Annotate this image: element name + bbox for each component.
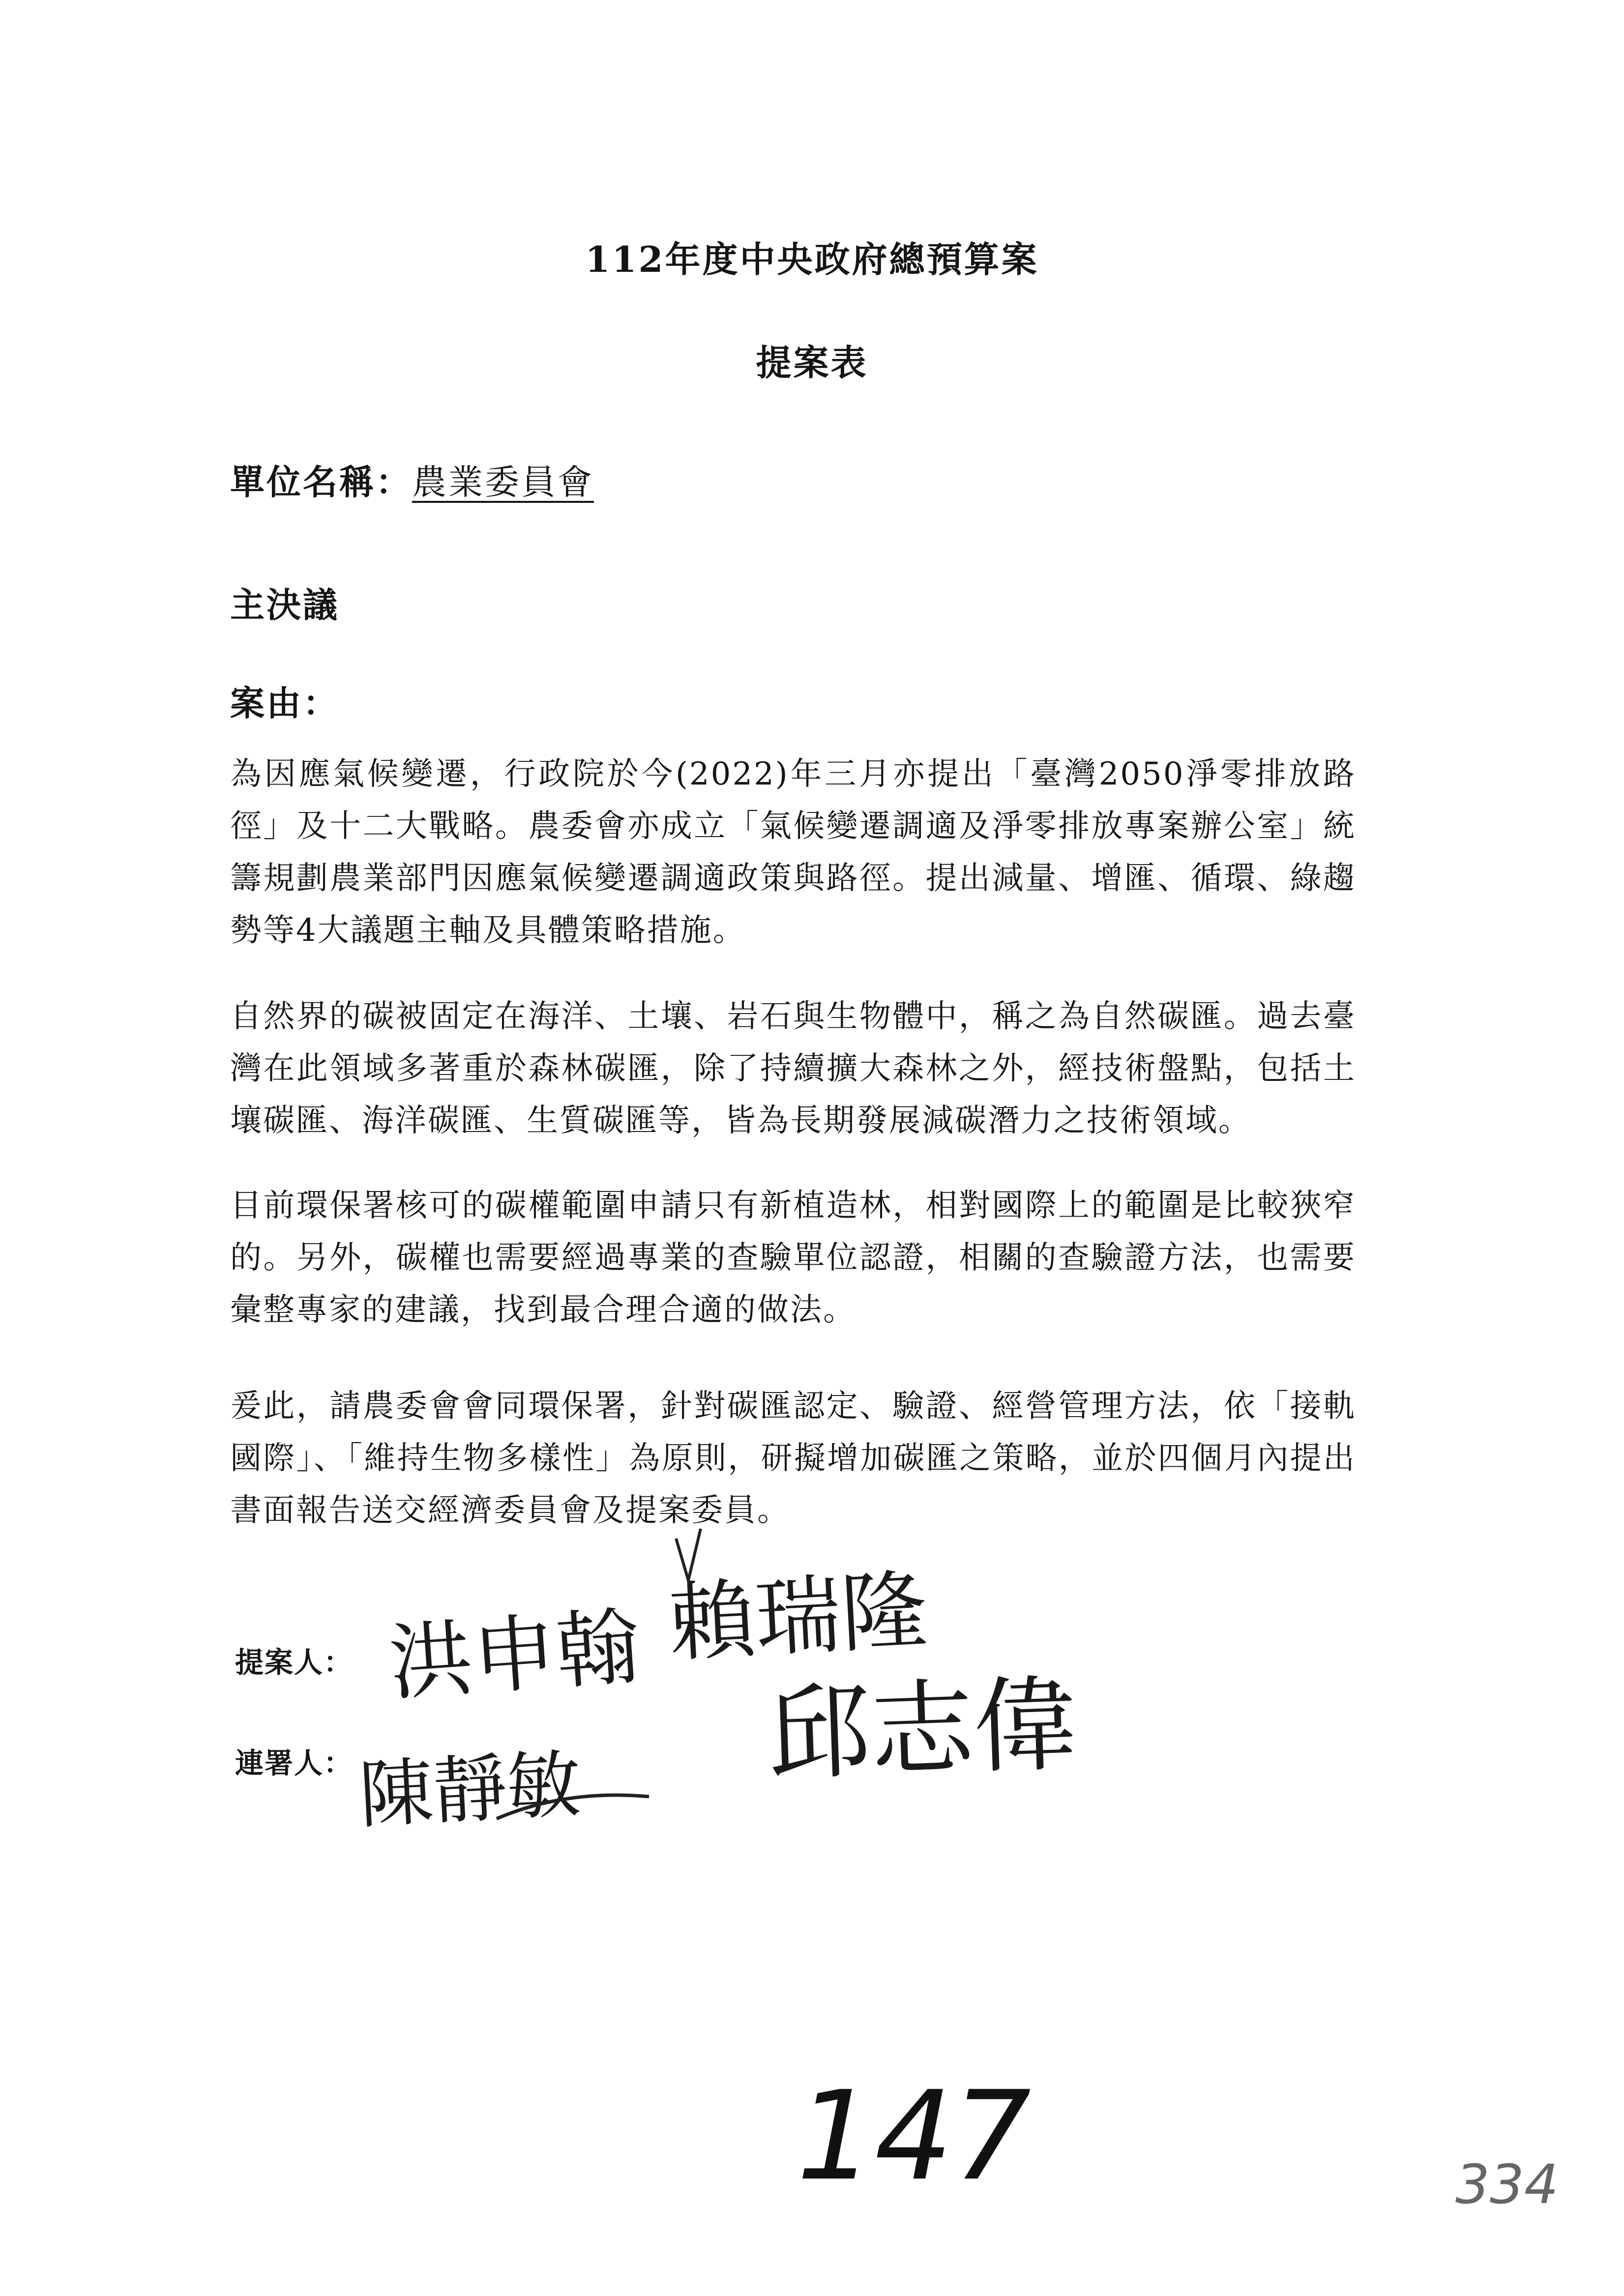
signature-2: 賴瑞隆 (666, 1561, 930, 1674)
document-title: 112年度中央政府總預算案 (585, 238, 1039, 280)
document-subtitle: 提案表 (756, 342, 868, 383)
signature-4: 陳靜敏 (357, 1742, 583, 1839)
case-paragraph-4: 爰此，請農委會會同環保署，針對碳匯認定、驗證、經營管理方法，依「接軌國際」、「維持生物多樣性」為原則，研擬增加碳匯之策略，並於四個月內提出書面報告送交經濟委員會及提案委員。 (230, 1388, 1356, 1529)
unit-value: 農業委員會 (412, 462, 594, 502)
case-paragraph-3: 目前環保署核可的碳權範圍申請只有新植造林，相對國際上的範圍是比較狹窄的。另外，碳權也需要經過專業的查驗單位認證，相關的查驗證方法，也需要彙整專家的建議，找到最合理合適的做法。 (230, 1188, 1356, 1328)
unit-label: 單位名稱： (230, 462, 412, 502)
check-mark-stroke (676, 1529, 701, 1580)
handwritten-page-number: 147 (797, 2064, 1032, 2208)
stamp-page-number: 334 (1455, 2153, 1559, 2216)
case-label: 案由： (230, 683, 339, 724)
case-paragraph-1: 為因應氣候變遷，行政院於今(2022)年三月亦提出「臺灣2050淨零排放路徑」及十二大戰略。農委會亦成立「氣候變遷調適及淨零排放專案辦公室」統籌規劃農業部門因應氣候變遷調適政策與路徑。提出減量、增匯、循環、綠趨勢等4大議題主軸及具體策略措施。 (230, 756, 1356, 949)
signature-3: 邱志偉 (765, 1664, 1079, 1795)
signature-1: 洪申翰 (385, 1598, 643, 1713)
signature-tail-stroke (497, 1795, 649, 1819)
cosigner-label: 連署人： (235, 1746, 354, 1780)
proposer-label: 提案人： (235, 1646, 354, 1679)
case-paragraph-2: 自然界的碳被固定在海洋、土壤、岩石與生物體中，稱之為自然碳匯。過去臺灣在此領域多著重於森林碳匯，除了持續擴大森林之外，經技術盤點，包括土壤碳匯、海洋碳匯、生質碳匯等，皆為長期發展減碳潛力之技術領域。 (230, 998, 1356, 1139)
main-resolution-label: 主決議 (230, 584, 339, 625)
